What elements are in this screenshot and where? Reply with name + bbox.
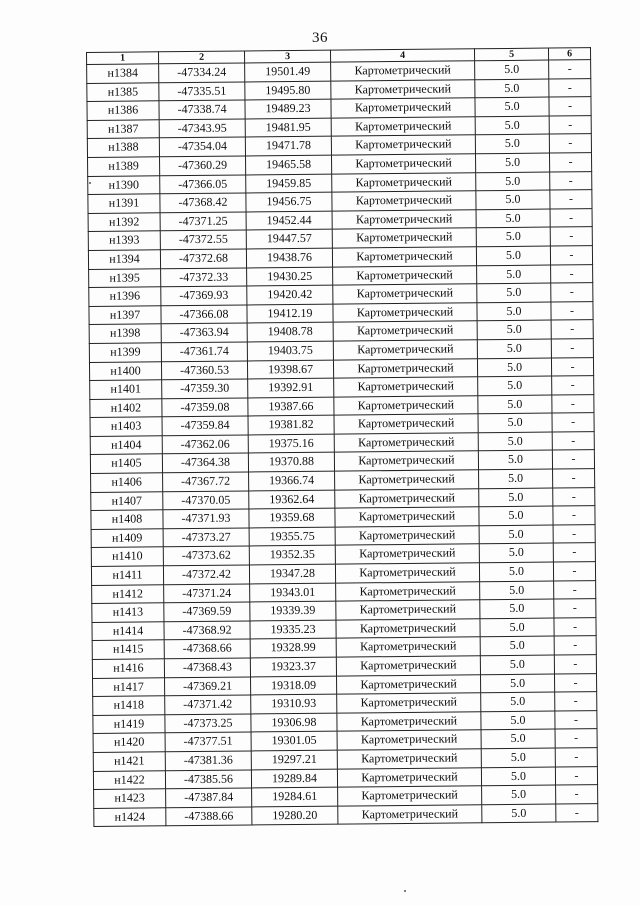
y-coordinate-cell: 19403.75 — [247, 341, 333, 360]
accuracy-cell: 5.0 — [477, 339, 551, 358]
accuracy-cell: 5.0 — [480, 636, 554, 655]
point-id-cell: н1388 — [87, 138, 159, 157]
note-cell: - — [555, 710, 597, 729]
x-coordinate-cell: -47388.66 — [166, 807, 252, 826]
accuracy-cell: 5.0 — [479, 469, 553, 488]
method-cell: Картометрический — [335, 526, 479, 546]
y-coordinate-cell: 19289.84 — [251, 769, 337, 788]
accuracy-cell: 5.0 — [479, 543, 553, 562]
note-cell: - — [551, 320, 593, 339]
x-coordinate-cell: -47373.62 — [163, 546, 249, 565]
accuracy-cell: 5.0 — [477, 283, 551, 302]
point-id-cell: н1409 — [91, 529, 163, 548]
method-cell: Картометрический — [335, 507, 479, 527]
y-coordinate-cell: 19489.23 — [245, 99, 331, 118]
accuracy-cell: 5.0 — [477, 320, 551, 339]
x-coordinate-cell: -47387.84 — [166, 788, 252, 807]
note-cell: - — [555, 748, 597, 767]
accuracy-cell: 5.0 — [480, 618, 554, 637]
x-coordinate-cell: -47354.04 — [159, 137, 245, 156]
accuracy-cell: 5.0 — [479, 488, 553, 507]
note-cell: - — [553, 487, 595, 506]
note-cell: - — [553, 562, 595, 581]
column-header: 4 — [330, 49, 474, 62]
point-id-cell: н1405 — [90, 454, 162, 473]
y-coordinate-cell: 19471.78 — [245, 137, 331, 156]
point-id-cell: н1424 — [94, 808, 166, 827]
note-cell: - — [550, 208, 592, 227]
note-cell: - — [551, 357, 593, 376]
note-cell: - — [556, 785, 598, 804]
method-cell: Картометрический — [334, 414, 478, 434]
x-coordinate-cell: -47367.72 — [163, 472, 249, 491]
y-coordinate-cell: 19456.75 — [246, 192, 332, 211]
x-coordinate-cell: -47343.95 — [159, 119, 245, 138]
note-cell: - — [554, 655, 596, 674]
accuracy-cell: 5.0 — [480, 581, 554, 600]
note-cell: - — [554, 599, 596, 618]
y-coordinate-cell: 19398.67 — [247, 360, 333, 379]
method-cell: Картометрический — [337, 693, 481, 713]
accuracy-cell: 5.0 — [475, 97, 549, 116]
point-id-cell: н1412 — [92, 584, 164, 603]
x-coordinate-cell: -47366.08 — [161, 305, 247, 324]
point-id-cell: н1414 — [92, 622, 164, 641]
x-coordinate-cell: -47334.24 — [159, 63, 245, 82]
x-coordinate-cell: -47381.36 — [165, 751, 251, 770]
y-coordinate-cell: 19495.80 — [245, 81, 331, 100]
y-coordinate-cell: 19452.44 — [246, 211, 332, 230]
table-body — [87, 60, 598, 827]
page-number: 36 — [312, 30, 328, 46]
method-cell: Картометрический — [333, 358, 477, 378]
method-cell: Картометрический — [332, 228, 476, 248]
method-cell: Картометрический — [337, 767, 481, 787]
accuracy-cell: 5.0 — [478, 376, 552, 395]
x-coordinate-cell: -47368.43 — [164, 658, 250, 677]
accuracy-cell: 5.0 — [476, 209, 550, 228]
accuracy-cell: 5.0 — [475, 153, 549, 172]
point-id-cell: н1420 — [93, 733, 165, 752]
point-id-cell: н1416 — [92, 659, 164, 678]
y-coordinate-cell: 19318.09 — [251, 676, 337, 695]
method-cell: Картометрический — [334, 377, 478, 397]
x-coordinate-cell: -47359.30 — [162, 379, 248, 398]
method-cell: Картометрический — [332, 247, 476, 267]
scan-speck — [89, 182, 91, 184]
method-cell: Картометрический — [334, 433, 478, 453]
point-id-cell: н1396 — [89, 287, 161, 306]
note-cell: - — [549, 134, 591, 153]
accuracy-cell: 5.0 — [478, 432, 552, 451]
note-cell: - — [553, 469, 595, 488]
x-coordinate-cell: -47369.93 — [161, 286, 247, 305]
note-cell: - — [553, 524, 595, 543]
column-header: 2 — [159, 51, 245, 64]
point-id-cell: н1413 — [92, 603, 164, 622]
accuracy-cell: 5.0 — [476, 246, 550, 265]
y-coordinate-cell: 19352.35 — [249, 546, 335, 565]
y-coordinate-cell: 19297.21 — [251, 750, 337, 769]
y-coordinate-cell: 19381.82 — [248, 415, 334, 434]
method-cell: Картометрический — [336, 619, 480, 639]
y-coordinate-cell: 19387.66 — [248, 397, 334, 416]
point-id-cell: н1398 — [89, 324, 161, 343]
point-id-cell: н1411 — [91, 566, 163, 585]
y-coordinate-cell: 19306.98 — [251, 713, 337, 732]
note-cell: - — [555, 692, 597, 711]
point-id-cell: н1397 — [89, 306, 161, 325]
y-coordinate-cell: 19362.64 — [249, 490, 335, 509]
point-id-cell: н1399 — [89, 343, 161, 362]
method-cell: Картометрический — [338, 804, 482, 824]
accuracy-cell: 5.0 — [475, 116, 549, 135]
method-cell: Картометрический — [332, 191, 476, 211]
column-header: 6 — [548, 48, 590, 60]
point-id-cell: н1395 — [89, 268, 161, 287]
method-cell: Картометрический — [332, 154, 476, 174]
point-id-cell: н1385 — [87, 82, 159, 101]
note-cell: - — [551, 283, 593, 302]
x-coordinate-cell: -47359.84 — [162, 416, 248, 435]
column-header: 3 — [244, 50, 330, 63]
accuracy-cell: 5.0 — [477, 265, 551, 284]
accuracy-cell: 5.0 — [477, 302, 551, 321]
method-cell: Картометрический — [336, 600, 480, 620]
y-coordinate-cell: 19366.74 — [249, 471, 335, 490]
note-cell: - — [555, 766, 597, 785]
note-cell: - — [552, 394, 594, 413]
y-coordinate-cell: 19343.01 — [250, 583, 336, 602]
point-id-cell: н1415 — [92, 640, 164, 659]
note-cell: - — [549, 115, 591, 134]
note-cell: - — [552, 450, 594, 469]
note-cell: - — [554, 617, 596, 636]
y-coordinate-cell: 19359.68 — [249, 508, 335, 527]
note-cell: - — [550, 246, 592, 265]
accuracy-cell: 5.0 — [475, 60, 549, 79]
accuracy-cell: 5.0 — [478, 413, 552, 432]
point-id-cell: н1406 — [91, 473, 163, 492]
note-cell: - — [554, 636, 596, 655]
column-header: 5 — [474, 48, 548, 61]
accuracy-cell: 5.0 — [482, 785, 556, 804]
y-coordinate-cell: 19339.39 — [250, 601, 336, 620]
point-id-cell: н1422 — [93, 770, 165, 789]
note-cell: - — [555, 729, 597, 748]
point-id-cell: н1421 — [93, 752, 165, 771]
point-id-cell: н1390 — [88, 175, 160, 194]
x-coordinate-cell: -47368.66 — [164, 639, 250, 658]
method-cell: Картометрический — [331, 117, 475, 137]
y-coordinate-cell: 19420.42 — [247, 285, 333, 304]
x-coordinate-cell: -47371.42 — [165, 695, 251, 714]
method-cell: Картометрический — [337, 749, 481, 769]
x-coordinate-cell: -47335.51 — [159, 82, 245, 101]
y-coordinate-cell: 19459.85 — [246, 174, 332, 193]
note-cell: - — [553, 543, 595, 562]
method-cell: Картометрический — [335, 470, 479, 490]
accuracy-cell: 5.0 — [480, 655, 554, 674]
accuracy-cell: 5.0 — [476, 172, 550, 191]
y-coordinate-cell: 19430.25 — [247, 267, 333, 286]
y-coordinate-cell: 19408.78 — [247, 322, 333, 341]
method-cell: Картометрический — [332, 172, 476, 192]
note-cell: - — [549, 60, 591, 79]
point-id-cell: н1387 — [87, 120, 159, 139]
x-coordinate-cell: -47370.05 — [163, 491, 249, 510]
note-cell: - — [551, 264, 593, 283]
method-cell: Картометрический — [337, 712, 481, 732]
x-coordinate-cell: -47373.27 — [163, 528, 249, 547]
x-coordinate-cell: -47373.25 — [165, 714, 251, 733]
x-coordinate-cell: -47372.55 — [160, 230, 246, 249]
y-coordinate-cell: 19310.93 — [251, 694, 337, 713]
method-cell: Картометрический — [331, 98, 475, 118]
accuracy-cell: 5.0 — [481, 767, 555, 786]
method-cell: Картометрический — [336, 674, 480, 694]
point-id-cell: н1389 — [88, 157, 160, 176]
method-cell: Картометрический — [336, 656, 480, 676]
point-id-cell: н1384 — [87, 64, 159, 83]
point-id-cell: н1418 — [93, 696, 165, 715]
method-cell: Картометрический — [334, 395, 478, 415]
y-coordinate-cell: 19347.28 — [249, 564, 335, 583]
point-id-cell: н1386 — [87, 101, 159, 120]
y-coordinate-cell: 19392.91 — [248, 378, 334, 397]
accuracy-cell: 5.0 — [476, 227, 550, 246]
x-coordinate-cell: -47377.51 — [165, 732, 251, 751]
method-cell: Картометрический — [333, 265, 477, 285]
accuracy-cell: 5.0 — [479, 525, 553, 544]
note-cell: - — [550, 227, 592, 246]
method-cell: Картометрический — [338, 786, 482, 806]
x-coordinate-cell: -47385.56 — [165, 770, 251, 789]
x-coordinate-cell: -47359.08 — [162, 398, 248, 417]
x-coordinate-cell: -47360.29 — [160, 156, 246, 175]
y-coordinate-cell: 19284.61 — [252, 787, 338, 806]
y-coordinate-cell: 19412.19 — [247, 304, 333, 323]
y-coordinate-cell: 19355.75 — [249, 527, 335, 546]
x-coordinate-cell: -47364.38 — [162, 453, 248, 472]
x-coordinate-cell: -47368.42 — [160, 193, 246, 212]
note-cell: - — [552, 413, 594, 432]
accuracy-cell: 5.0 — [478, 451, 552, 470]
method-cell: Картометрический — [333, 340, 477, 360]
note-cell: - — [554, 673, 596, 692]
accuracy-cell: 5.0 — [480, 674, 554, 693]
y-coordinate-cell: 19438.76 — [246, 248, 332, 267]
point-id-cell: н1403 — [90, 417, 162, 436]
y-coordinate-cell: 19465.58 — [246, 155, 332, 174]
note-cell: - — [551, 301, 593, 320]
y-coordinate-cell: 19481.95 — [245, 118, 331, 137]
method-cell: Картометрический — [333, 321, 477, 341]
note-cell: - — [549, 78, 591, 97]
y-coordinate-cell: 19370.88 — [248, 453, 334, 472]
note-cell: - — [549, 153, 591, 172]
method-cell: Картометрический — [335, 488, 479, 508]
note-cell: - — [552, 376, 594, 395]
accuracy-cell: 5.0 — [481, 692, 555, 711]
point-id-cell: н1423 — [94, 789, 166, 808]
scan-speck — [404, 890, 406, 892]
point-id-cell: н1417 — [93, 677, 165, 696]
accuracy-cell: 5.0 — [478, 395, 552, 414]
method-cell: Картометрический — [333, 302, 477, 322]
x-coordinate-cell: -47362.06 — [162, 435, 248, 454]
accuracy-cell: 5.0 — [475, 134, 549, 153]
y-coordinate-cell: 19447.57 — [246, 229, 332, 248]
point-id-cell: н1401 — [90, 380, 162, 399]
accuracy-cell: 5.0 — [479, 562, 553, 581]
y-coordinate-cell: 19301.05 — [251, 731, 337, 750]
x-coordinate-cell: -47371.93 — [163, 509, 249, 528]
table-row — [94, 803, 598, 826]
method-cell: Картометрический — [331, 135, 475, 155]
point-id-cell: н1392 — [88, 213, 160, 232]
note-cell: - — [553, 506, 595, 525]
x-coordinate-cell: -47371.24 — [164, 584, 250, 603]
method-cell: Картометрический — [331, 61, 475, 81]
y-coordinate-cell: 19375.16 — [248, 434, 334, 453]
x-coordinate-cell: -47371.25 — [160, 212, 246, 231]
method-cell: Картометрический — [336, 581, 480, 601]
note-cell: - — [556, 803, 598, 822]
point-id-cell: н1404 — [90, 436, 162, 455]
method-cell: Картометрический — [333, 284, 477, 304]
x-coordinate-cell: -47372.42 — [163, 565, 249, 584]
y-coordinate-cell: 19323.37 — [250, 657, 336, 676]
accuracy-cell: 5.0 — [481, 711, 555, 730]
note-cell: - — [550, 171, 592, 190]
coordinates-table-container — [86, 47, 598, 827]
accuracy-cell: 5.0 — [482, 804, 556, 823]
point-id-cell: н1407 — [91, 491, 163, 510]
note-cell: - — [549, 97, 591, 116]
x-coordinate-cell: -47368.92 — [164, 621, 250, 640]
point-id-cell: н1400 — [89, 361, 161, 380]
method-cell: Картометрический — [335, 563, 479, 583]
x-coordinate-cell: -47372.33 — [161, 267, 247, 286]
x-coordinate-cell: -47361.74 — [161, 342, 247, 361]
point-id-cell: н1394 — [88, 250, 160, 269]
x-coordinate-cell: -47360.53 — [161, 360, 247, 379]
note-cell: - — [552, 432, 594, 451]
accuracy-cell: 5.0 — [480, 599, 554, 618]
x-coordinate-cell: -47369.21 — [165, 677, 251, 696]
note-cell: - — [551, 339, 593, 358]
y-coordinate-cell: 19280.20 — [252, 806, 338, 825]
point-id-cell: н1410 — [91, 547, 163, 566]
note-cell: - — [550, 190, 592, 209]
point-id-cell: н1408 — [91, 510, 163, 529]
accuracy-cell: 5.0 — [481, 729, 555, 748]
accuracy-cell: 5.0 — [481, 748, 555, 767]
x-coordinate-cell: -47338.74 — [159, 100, 245, 119]
x-coordinate-cell: -47366.05 — [160, 175, 246, 194]
method-cell: Картометрический — [336, 637, 480, 657]
point-id-cell: н1419 — [93, 715, 165, 734]
x-coordinate-cell: -47369.59 — [164, 602, 250, 621]
x-coordinate-cell: -47372.68 — [160, 249, 246, 268]
note-cell: - — [554, 580, 596, 599]
x-coordinate-cell: -47363.94 — [161, 323, 247, 342]
method-cell: Картометрический — [335, 544, 479, 564]
point-id-cell: н1393 — [88, 231, 160, 250]
method-cell: Картометрический — [334, 451, 478, 471]
accuracy-cell: 5.0 — [475, 79, 549, 98]
column-header: 1 — [87, 52, 159, 65]
method-cell: Картометрический — [332, 210, 476, 230]
y-coordinate-cell: 19335.23 — [250, 620, 336, 639]
point-id-cell: н1391 — [88, 194, 160, 213]
accuracy-cell: 5.0 — [477, 358, 551, 377]
y-coordinate-cell: 19501.49 — [245, 62, 331, 81]
point-id-cell: н1402 — [90, 398, 162, 417]
coordinates-table — [86, 47, 598, 827]
method-cell: Картометрический — [337, 730, 481, 750]
accuracy-cell: 5.0 — [479, 506, 553, 525]
y-coordinate-cell: 19328.99 — [250, 639, 336, 658]
accuracy-cell: 5.0 — [476, 190, 550, 209]
method-cell: Картометрический — [331, 79, 475, 99]
